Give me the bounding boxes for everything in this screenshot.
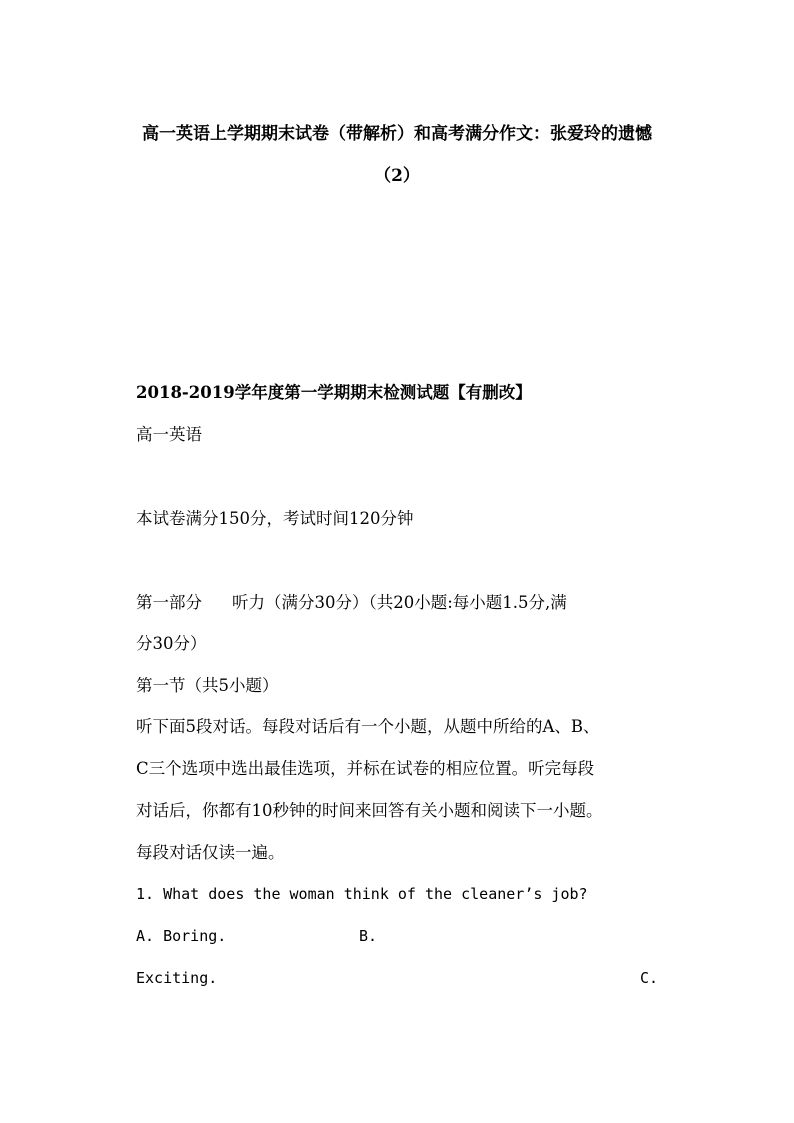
option-c-label: C. — [639, 969, 658, 987]
exam-title: 2018-2019学年度第一学期期末检测试题【有删改】 — [136, 383, 532, 402]
option-a: A. Boring. — [136, 927, 227, 945]
section1-heading: 第一节（共5小题） — [136, 676, 279, 695]
option-b-label: B. — [359, 927, 378, 945]
score-time-info: 本试卷满分150分，考试时间120分钟 — [136, 509, 414, 528]
instruction-line: 对话后，你都有10秒钟的时间来回答有关小题和阅读下一小题。 — [136, 801, 603, 820]
instruction-line: 听下面5段对话。每段对话后有一个小题，从题中所给的A、B、 — [136, 717, 600, 736]
part1-description-continuation: 分30分） — [136, 634, 207, 653]
option-b-text: Exciting. — [136, 969, 218, 987]
question-1-options-row — [136, 924, 658, 948]
question-1: 1. What does the woman think of the cleaner’s job? — [136, 885, 588, 903]
instruction-line: C三个选项中选出最佳选项，并标在试卷的相应位置。听完每段 — [136, 759, 595, 778]
subject-label: 高一英语 — [136, 425, 202, 444]
document-title-continuation: （2） — [374, 166, 420, 186]
instruction-line: 每段对话仅读一遍。 — [136, 843, 285, 862]
part1-description: 听力（满分30分）（共20小题:每小题1.5分,满 — [232, 593, 567, 612]
document-title: 高一英语上学期期末试卷（带解析）和高考满分作文：张爱玲的遗憾 — [142, 124, 652, 144]
part1-label: 第一部分 — [136, 593, 202, 612]
part1-heading — [136, 591, 658, 615]
